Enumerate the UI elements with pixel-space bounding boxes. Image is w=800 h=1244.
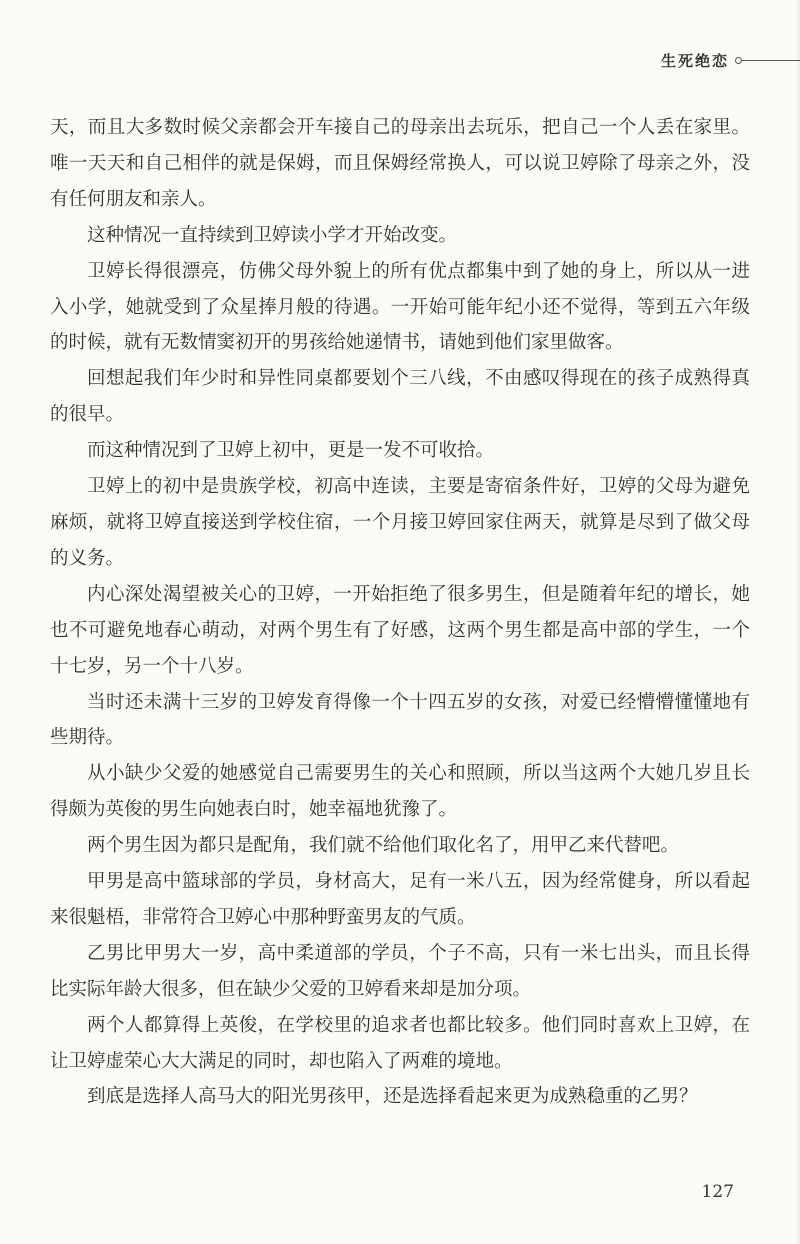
paragraph: 两个人都算得上英俊，在学校里的追求者也都比较多。他们同时喜欢上卫婷，在让卫婷虚荣心大大满足的同时，却也陷入了两难的境地。 bbox=[50, 1014, 750, 1072]
paragraph: 当时还未满十三岁的卫婷发育得像一个十四五岁的女孩，对爱已经懵懵懂懂地有些期待。 bbox=[50, 691, 750, 749]
header-rule bbox=[742, 60, 800, 61]
paragraph: 这种情况一直持续到卫婷读小学才开始改变。 bbox=[87, 224, 458, 246]
page-edge-shadow bbox=[796, 0, 800, 1244]
header-title: 生死绝恋 bbox=[660, 51, 729, 70]
paragraph: 天，而且大多数时候父亲都会开车接自己的母亲出去玩乐，把自己一个人丢在家里。唯一天天和自己相伴的就是保姆，而且保姆经常换人，可以说卫婷除了母亲之外，没有任何朋友和亲人。 bbox=[50, 117, 750, 210]
paragraph: 而这种情况到了卫婷上初中，更是一发不可收拾。 bbox=[87, 440, 495, 462]
paragraph: 内心深处渴望被关心的卫婷，一开始拒绝了很多男生，但是随着年纪的增长，她也不可避免地春心萌动，对两个男生有了好感，这两个男生都是高中部的学生，一个十七岁，另一个十八岁。 bbox=[50, 583, 750, 677]
paragraph: 甲男是高中篮球部的学员，身材高大，足有一米八五，因为经常健身，所以看起来很魁梧，非常符合卫婷心中那种野蛮男友的气质。 bbox=[50, 871, 750, 928]
paragraph: 乙男比甲男大一岁，高中柔道部的学员，个子不高，只有一米七出头，而且长得比实际年龄大很多，但在缺少父爱的卫婷看来却是加分项。 bbox=[50, 942, 750, 1000]
paragraph: 从小缺少父爱的她感觉自己需要男生的关心和照顾，所以当这两个大她几岁且长得颇为英俊的男生向她表白时，她幸福地犹豫了。 bbox=[50, 763, 750, 821]
paragraph: 卫婷长得很漂亮，仿佛父母外貌上的所有优点都集中到了她的身上，所以从一进入小学，她就受到了众星捧月般的待遇。一开始可能年纪小还不觉得，等到五六年级的时候，就有无数情窦初开的男孩给她递情书，请她到他们家里做客。 bbox=[50, 260, 750, 354]
running-header bbox=[661, 47, 800, 73]
header-ornament-icon bbox=[735, 57, 800, 64]
paragraph: 卫婷上的初中是贵族学校，初高中连读，主要是寄宿条件好，卫婷的父母为避免麻烦，就将卫婷直接送到学校住宿，一个月接卫婷回家住两天，就算是尽到了做父母的义务。 bbox=[50, 476, 750, 569]
paragraph: 到底是选择人高马大的阳光男孩甲，还是选择看起来更为成熟稳重的乙男？ bbox=[87, 1086, 698, 1108]
page-number: 127 bbox=[701, 1182, 734, 1202]
paragraph: 回想起我们年少时和异性同桌都要划个三八线，不由感叹得现在的孩子成熟得真的很早。 bbox=[50, 368, 750, 426]
ornament-ring-icon bbox=[735, 57, 742, 64]
paragraph: 两个男生因为都只是配角，我们就不给他们取化名了，用甲乙来代替吧。 bbox=[87, 835, 680, 857]
body-text bbox=[50, 110, 750, 1115]
